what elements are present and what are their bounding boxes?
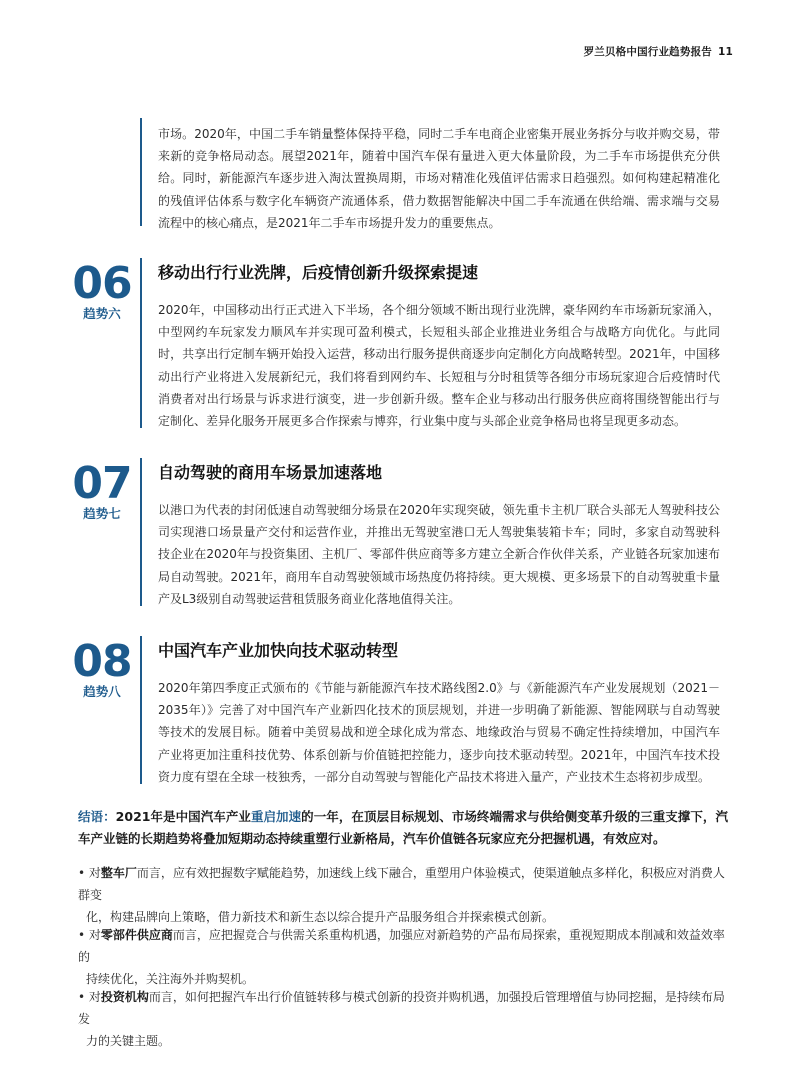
bullet-line-2: 持续优化，关注海外并购契机。 xyxy=(86,972,255,987)
bullet-prefix: • 对 xyxy=(78,990,101,1004)
report-title: 罗兰贝格中国行业趋势报告 xyxy=(583,46,712,58)
conclusion-label: 结语： xyxy=(78,809,116,824)
bullet-prefix: • 对 xyxy=(78,928,101,942)
trend-divider xyxy=(140,458,142,606)
bullet-prefix: • 对 xyxy=(78,866,101,880)
bullet-item-supplier xyxy=(78,924,728,991)
bullet-line-1: 而言，如何把握汽车出行价值链转移与模式创新的投资并购机遇，加强投后管理增值与协同挖掘，是持续布局发 xyxy=(78,990,725,1027)
bullet-item-oem xyxy=(78,862,728,929)
conclusion-text-2: 的一年，在顶层目标规划、市场终端需求与供给侧变革升级的三重支撑下，汽车产业链的长期趋势将叠加短期动态持续重塑行业新格局，汽车价值链各玩家应充分把握机遇，有效应对。 xyxy=(78,809,728,846)
conclusion-text-1: 2021年是中国汽车产业 xyxy=(115,809,251,824)
trend-divider xyxy=(140,636,142,784)
trend-label: 趋势六 xyxy=(83,306,121,321)
bullet-line-1: 而言，应有效把握数字赋能趋势，加速线上线下融合，重塑用户体验模式，使渠道触点多样化，积极应对消费人群变 xyxy=(78,866,725,903)
trend-label: 趋势八 xyxy=(83,684,121,699)
trend-divider xyxy=(140,258,142,428)
trend-paragraph: 2020年，中国移动出行正式进入下半场，各个细分领域不断出现行业洗牌，豪华网约车市场新玩家涌入，中型网约车玩家发力顺风车并实现可盈利模式，长短租头部企业推进业务组合与战略方向优化。与此同时，共享出行定制车辆开始投入运营，移动出行服务提供商逐步向定制化方向战略转型。2021年，中国移动出行产业将进入发展新纪元，我们将看到网约车、长短租与分时租赁等各细分市场玩家迎合后疫情时代消费者对出行场景与诉求进行演变，进一步创新升级。整车企业与移动出行服务供应商将围绕智能出行与定制化、差异化服务开展更多合作探索与博弈，行业集中度与头部企业竞争格局也将呈现更多动态。 xyxy=(158,303,720,429)
trend-number: 08 xyxy=(72,636,132,687)
bullet-line-2: 化，构建品牌向上策略，借力新技术和新生态以综合提升产品服务组合并探索模式创新。 xyxy=(86,910,555,925)
intro-divider xyxy=(140,118,142,226)
trend-paragraph: 以港口为代表的封闭低速自动驾驶细分场景在2020年实现突破，领先重卡主机厂联合头部无人驾驶科技公司实现港口场景量产交付和运营作业，并推出无驾驶室港口无人驾驶集装箱卡车；同时，多家自动驾驶科技企业在2020年与投资集团、主机厂、零部件供应商等多方建立全新合作伙伴关系，产业链各玩家加速布局自动驾驶。2021年，商用车自动驾驶领域市场热度仍将持续。更大规模、更多场景下的自动驾驶重卡量产及L3级别自动驾驶运营租赁服务商业化落地值得关注。 xyxy=(158,503,720,606)
bullet-keyword: 零部件供应商 xyxy=(100,928,173,942)
bullet-keyword: 整车厂 xyxy=(100,866,137,880)
trend-number: 07 xyxy=(72,458,132,509)
trend-number: 06 xyxy=(72,258,132,309)
bullet-keyword: 投资机构 xyxy=(100,990,149,1004)
bullet-item-investor xyxy=(78,986,728,1053)
conclusion-highlight: 重启加速 xyxy=(250,809,302,824)
page-number: 11 xyxy=(717,46,733,58)
conclusion xyxy=(78,806,728,850)
trend-title: 中国汽车产业加快向技术驱动转型 xyxy=(158,641,399,660)
trend-title: 自动驾驶的商用车场景加速落地 xyxy=(158,463,383,482)
bullet-line-2: 力的关键主题。 xyxy=(86,1034,171,1049)
bullet-line-1: 而言，应把握竞合与供需关系重构机遇，加强应对新趋势的产品布局探索，重视短期成本削减和效益效率的 xyxy=(78,928,725,965)
page-header xyxy=(584,44,733,59)
trend-label: 趋势七 xyxy=(83,506,121,521)
intro-paragraph: 市场。2020年，中国二手车销量整体保持平稳，同时二手车电商企业密集开展业务拆分与收并购交易，带来新的竞争格局动态。展望2021年，随着中国汽车保有量进入更大体量阶段，为二手车市场提供充分供给。同时，新能源汽车逐步进入淘汰置换周期，市场对精准化残值评估需求日趋强烈。如何构建起精准化的残值评估体系与数字化车辆资产流通体系，借力数据智能解决中国二手车流通在供给端、需求端与交易流程中的核心痛点，是2021年二手车市场提升发力的重要焦点。 xyxy=(158,127,720,230)
trend-paragraph: 2020年第四季度正式颁布的《节能与新能源汽车技术路线图2.0》与《新能源汽车产业发展规划（2021－2035年）》完善了对中国汽车产业新四化技术的顶层规划，并进一步明确了新能源、智能网联与自动驾驶等技术的发展目标。随着中美贸易战和逆全球化成为常态、地缘政治与贸易不确定性持续增加，中国汽车产业将更加注重科技优势、体系创新与价值链把控能力，逐步向技术驱动转型。2021年，中国汽车技术投资力度有望在全球一枝独秀，一部分自动驾驶与智能化产品技术将进入量产，产业技术生态将初步成型。 xyxy=(158,681,720,784)
trend-title: 移动出行行业洗牌，后疫情创新升级探索提速 xyxy=(158,263,479,282)
